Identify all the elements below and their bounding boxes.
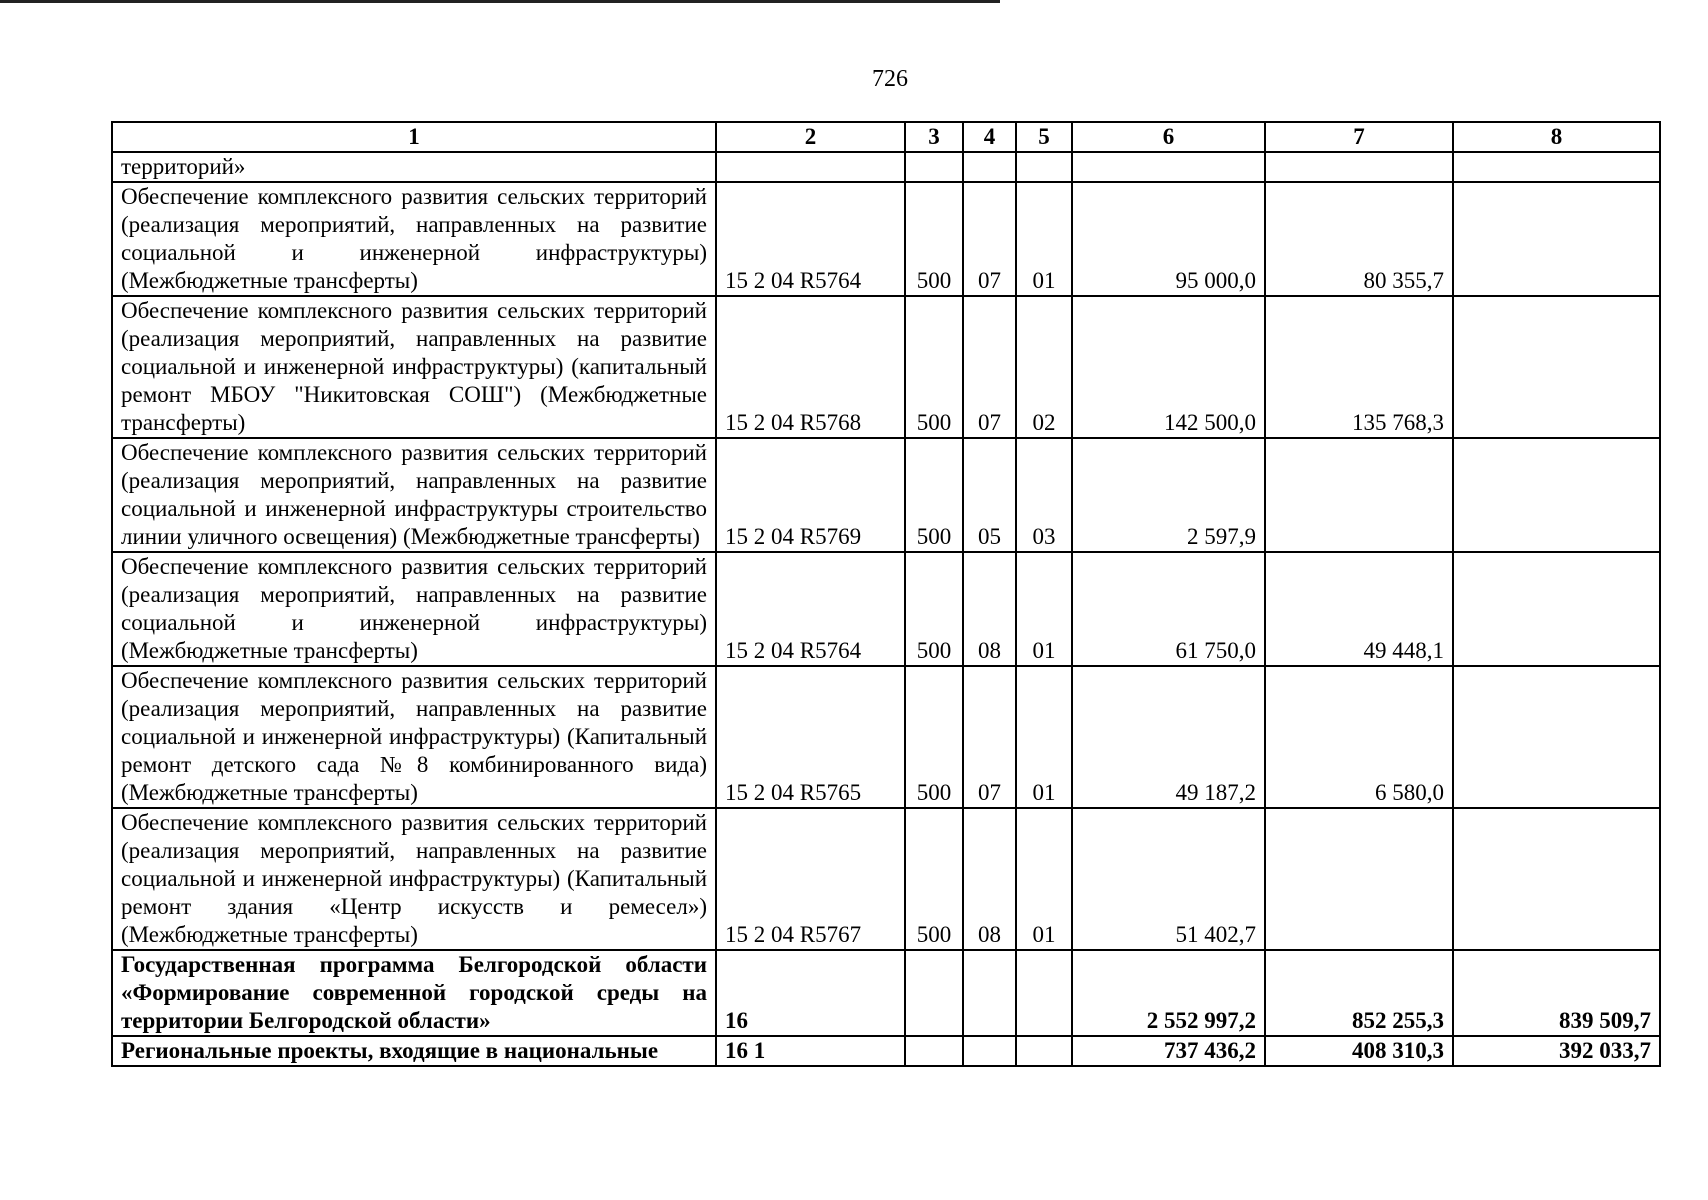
header-col-8: 8	[1453, 122, 1660, 152]
row-col-7	[1265, 808, 1453, 950]
row-col-5: 01	[1016, 666, 1072, 808]
row-col-8: 839 509,7	[1453, 950, 1660, 1036]
row-col-8	[1453, 438, 1660, 552]
table-row-program	[112, 950, 1660, 1036]
row-col-3: 500	[905, 296, 963, 438]
row-col-3: 500	[905, 808, 963, 950]
row-col-8	[1453, 808, 1660, 950]
header-col-7: 7	[1265, 122, 1453, 152]
row-code: 15 2 04 R5769	[716, 438, 905, 552]
row-col-4	[963, 152, 1016, 182]
row-code: 15 2 04 R5767	[716, 808, 905, 950]
row-description: Обеспечение комплексного развития сельских территорий (реализация мероприятий, направленных на развитие социальной и инженерной инфраструктуры) (Капитальный ремонт здания «Центр искусств и ремесел») (Межбюджетные трансферты)	[112, 808, 716, 950]
row-description: Обеспечение комплексного развития сельских территорий (реализация мероприятий, направленных на развитие социальной и инженерной инфраструктуры строительство линии уличного освещения) (Межбюджетные трансферты)	[112, 438, 716, 552]
row-col-7: 408 310,3	[1265, 1036, 1453, 1066]
table-row	[112, 808, 1660, 950]
table-row-subprogram	[112, 1036, 1660, 1066]
page-number: 726	[872, 66, 908, 92]
row-col-6: 51 402,7	[1072, 808, 1265, 950]
row-col-4: 08	[963, 552, 1016, 666]
row-col-3: 500	[905, 182, 963, 296]
row-col-4: 08	[963, 808, 1016, 950]
row-col-6: 95 000,0	[1072, 182, 1265, 296]
table-row	[112, 552, 1660, 666]
row-code: 16 1	[716, 1036, 905, 1066]
row-col-3: 500	[905, 552, 963, 666]
row-col-8	[1453, 666, 1660, 808]
table-row	[112, 182, 1660, 296]
row-col-5: 01	[1016, 808, 1072, 950]
row-col-3: 500	[905, 438, 963, 552]
row-col-7: 852 255,3	[1265, 950, 1453, 1036]
table-row	[112, 666, 1660, 808]
row-code: 16	[716, 950, 905, 1036]
header-col-5: 5	[1016, 122, 1072, 152]
table-row	[112, 152, 1660, 182]
top-rule	[0, 0, 1000, 3]
row-description: Государственная программа Белгородской области «Формирование современной городской среды на территории Белгородской области»	[112, 950, 716, 1036]
header-col-2: 2	[716, 122, 905, 152]
budget-table	[111, 121, 1661, 1067]
row-code: 15 2 04 R5768	[716, 296, 905, 438]
row-col-4: 07	[963, 296, 1016, 438]
row-col-6: 2 552 997,2	[1072, 950, 1265, 1036]
row-col-7	[1265, 438, 1453, 552]
row-description: территорий»	[112, 152, 716, 182]
header-row	[112, 122, 1660, 152]
row-col-5: 01	[1016, 552, 1072, 666]
row-col-6	[1072, 152, 1265, 182]
row-col-5	[1016, 152, 1072, 182]
row-description: Обеспечение комплексного развития сельских территорий (реализация мероприятий, направленных на развитие социальной и инженерной инфраструктуры) (Капитальный ремонт детского сада №8 комбинированного вида) (Межбюджетные трансферты)	[112, 666, 716, 808]
row-col-6: 2 597,9	[1072, 438, 1265, 552]
row-col-8	[1453, 152, 1660, 182]
row-col-5: 01	[1016, 182, 1072, 296]
row-description: Региональные проекты, входящие в национальные	[112, 1036, 716, 1066]
row-col-7: 49 448,1	[1265, 552, 1453, 666]
header-col-3: 3	[905, 122, 963, 152]
row-col-7: 80 355,7	[1265, 182, 1453, 296]
row-col-4: 07	[963, 182, 1016, 296]
table-row	[112, 438, 1660, 552]
header-col-6: 6	[1072, 122, 1265, 152]
table-row	[112, 296, 1660, 438]
row-col-5	[1016, 950, 1072, 1036]
row-col-6: 49 187,2	[1072, 666, 1265, 808]
row-col-5: 03	[1016, 438, 1072, 552]
header-col-4: 4	[963, 122, 1016, 152]
row-col-5: 02	[1016, 296, 1072, 438]
row-col-7	[1265, 152, 1453, 182]
row-col-7: 6 580,0	[1265, 666, 1453, 808]
row-col-6: 61 750,0	[1072, 552, 1265, 666]
row-code: 15 2 04 R5764	[716, 182, 905, 296]
row-col-6: 737 436,2	[1072, 1036, 1265, 1066]
row-col-4: 05	[963, 438, 1016, 552]
row-col-8	[1453, 552, 1660, 666]
row-code: 15 2 04 R5765	[716, 666, 905, 808]
row-col-3	[905, 950, 963, 1036]
row-col-7: 135 768,3	[1265, 296, 1453, 438]
row-code: 15 2 04 R5764	[716, 552, 905, 666]
row-col-4	[963, 1036, 1016, 1066]
row-col-5	[1016, 1036, 1072, 1066]
row-col-8	[1453, 182, 1660, 296]
header-col-1: 1	[112, 122, 716, 152]
row-col-8	[1453, 296, 1660, 438]
row-description: Обеспечение комплексного развития сельских территорий (реализация мероприятий, направленных на развитие социальной и инженерной инфраструктуры) (Межбюджетные трансферты)	[112, 552, 716, 666]
row-description: Обеспечение комплексного развития сельских территорий (реализация мероприятий, направленных на развитие социальной и инженерной инфраструктуры) (капитальный ремонт МБОУ "Никитовская СОШ") (Межбюджетные трансферты)	[112, 296, 716, 438]
row-col-3	[905, 1036, 963, 1066]
row-col-3	[905, 152, 963, 182]
row-col-4	[963, 950, 1016, 1036]
row-description: Обеспечение комплексного развития сельских территорий (реализация мероприятий, направленных на развитие социальной и инженерной инфраструктуры) (Межбюджетные трансферты)	[112, 182, 716, 296]
row-col-4: 07	[963, 666, 1016, 808]
row-col-3: 500	[905, 666, 963, 808]
row-col-8: 392 033,7	[1453, 1036, 1660, 1066]
row-code	[716, 152, 905, 182]
row-col-6: 142 500,0	[1072, 296, 1265, 438]
